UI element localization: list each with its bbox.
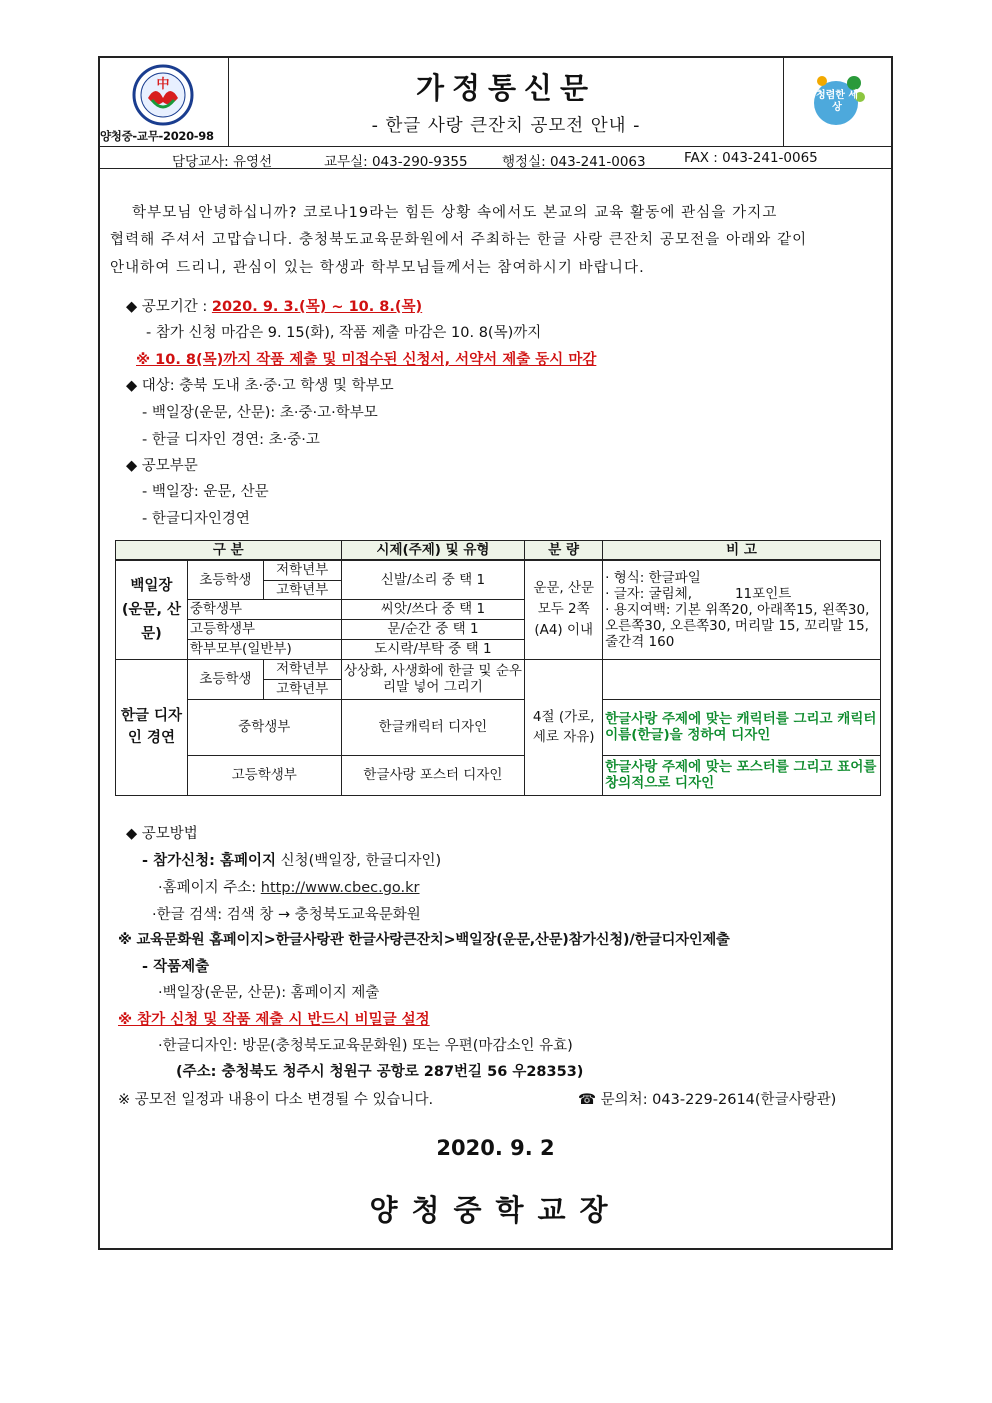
table-header-category: 구 분 <box>116 541 342 561</box>
design-amount: 4절 (가로, 세로 자유) <box>525 659 603 795</box>
design-elem-topic: 상상화, 사생화에 한글 및 순우리말 넣어 그리기 <box>341 659 525 699</box>
teacher-contact: 담당교사: 유영선 <box>172 154 273 170</box>
category-item-2: - 한글디자인경연 <box>142 511 250 527</box>
submit-label: - 작품제출 <box>142 959 210 975</box>
integrity-logo-text: 청렴한 세상 <box>815 90 859 113</box>
intro-line-1: 학부모님 안녕하십니까? 코로나19라는 힘든 상황 속에서도 본교의 교육 활동에 관심을 가지고 <box>132 205 778 221</box>
principal-signature: 양청중학교장 <box>369 1193 622 1227</box>
design-hs-note: 한글사랑 주제에 맞는 포스터를 그리고 표어를 창의적으로 디자인 <box>603 755 881 795</box>
page-subtitle: - 한글 사랑 큰잔치 공모전 안내 - <box>371 116 641 136</box>
search-line: ·한글 검색: 검색 창 → 충청북도교육문화원 <box>152 907 421 923</box>
intro-line-2: 협력해 주셔서 고맙습니다. 충청북도교육문화원에서 주최하는 한글 사랑 큰잔치 공모전을 아래와 같이 <box>110 232 808 248</box>
submit-line-2: ·한글디자인: 방문(충청북도교육문화원) 또는 우편(마감소인 유효) <box>158 1038 573 1054</box>
integrity-logo-cell <box>783 58 891 146</box>
baek-note-3: · 용지여백: 기본 위쪽20, 아래쪽15, 왼쪽30,오른쪽30, 오른쪽30, 머리말 15, 꼬리말 15, 줄간격 160 <box>605 601 870 650</box>
baek-high: 고학년부 <box>263 580 341 599</box>
letter-header <box>100 58 891 147</box>
baek-mid: 중학생부 <box>187 599 341 619</box>
period-line <box>126 295 422 316</box>
design-high: 고학년부 <box>263 679 341 699</box>
baek-hs-topic: 문/순간 중 택 1 <box>341 619 525 639</box>
baek-name: 백일장 (운문, 산문) <box>116 560 188 659</box>
category-label: ◆ 공모부문 <box>126 458 198 474</box>
baek-low: 저학년부 <box>263 560 341 580</box>
baek-note-1: · 형식: 한글파일 <box>605 569 701 586</box>
admin-phone: 행정실: 043-241-0063 <box>502 154 646 170</box>
design-name: 한글 디자인 경연 <box>116 659 188 795</box>
homepage-label: ·홈페이지 주소: <box>158 880 261 896</box>
apply-label: - 참가신청: 홈페이지 <box>142 853 276 869</box>
school-logo-cell <box>100 58 229 146</box>
target-item-2: - 한글 디자인 경연: 초·중·고 <box>142 432 320 448</box>
category-item-1: - 백일장: 운문, 산문 <box>142 484 269 500</box>
period-notice: ※ 10. 8(목)까지 작품 제출 및 미접수된 신청서, 서약서 제출 동시 마감 <box>136 352 597 368</box>
baek-mid-topic: 씨앗/쓰다 중 택 1 <box>341 599 525 619</box>
design-mid-note: 한글사랑 주제에 맞는 캐릭터를 그리고 캐릭터 이름(한글)을 정하여 디자인 <box>603 699 881 755</box>
design-elem: 초등학생 <box>187 659 263 699</box>
fax-number: FAX : 043-241-0065 <box>684 150 818 166</box>
contact-bar <box>100 148 891 169</box>
submit-line-1: ·백일장(운문, 산문): 홈페이지 제출 <box>158 985 380 1001</box>
school-emblem-icon <box>132 64 194 126</box>
homepage-line <box>158 876 420 897</box>
design-elem-note <box>603 659 881 699</box>
table-header-note: 비 고 <box>603 541 881 561</box>
design-hs-topic: 한글사랑 포스터 디자인 <box>341 755 525 795</box>
design-mid: 중학생부 <box>187 699 341 755</box>
baek-parent: 학부모부(일반부) <box>187 639 341 659</box>
baek-parent-topic: 도시락/부탁 중 택 1 <box>341 639 525 659</box>
inquiry-line: ☎ 문의처: 043-229-2614(한글사랑관) <box>578 1092 837 1108</box>
apply-rest: 신청(백일장, 한글디자인) <box>275 853 442 869</box>
design-mid-topic: 한글캐릭터 디자인 <box>341 699 525 755</box>
baek-elem-topic: 신발/소리 중 택 1 <box>341 560 525 599</box>
period-detail: - 참가 신청 마감은 9. 15(화), 작품 제출 마감은 10. 8(목)까지 <box>146 325 542 341</box>
baek-hs: 고등학생부 <box>187 619 341 639</box>
baek-amount: 운문, 산문 모두 2쪽(A4) 이내 <box>525 560 603 659</box>
design-low: 저학년부 <box>263 659 341 679</box>
apply-line <box>142 849 441 870</box>
logo-char: 中 <box>156 77 170 92</box>
target-item-1: - 백일장(운문, 산문): 초·중·고·학부모 <box>142 405 378 421</box>
baek-elem: 초등학생 <box>187 560 263 599</box>
period-value: 2020. 9. 3.(목) ~ 10. 8.(목) <box>211 299 423 315</box>
design-hs: 고등학생부 <box>187 755 341 795</box>
change-notice: ※ 공모전 일정과 내용이 다소 변경될 수 있습니다. <box>118 1092 434 1108</box>
method-label: ◆ 공모방법 <box>126 826 198 842</box>
document-number: 양청중-교무-2020-98 <box>100 129 214 143</box>
letter-frame <box>98 56 893 1250</box>
password-notice: ※ 참가 신청 및 작품 제출 시 반드시 비밀글 설정 <box>118 1012 430 1028</box>
address-line: (주소: 충청북도 청주시 청원구 공항로 287번길 56 우28353) <box>176 1064 584 1080</box>
page-title: 가정통신문 <box>415 71 597 105</box>
contest-table <box>115 540 881 796</box>
office-phone: 교무실: 043-290-9355 <box>324 154 468 170</box>
issue-date: 2020. 9. 2 <box>436 1136 555 1160</box>
baek-note <box>603 560 881 659</box>
path-line: ※ 교육문화원 홈페이지>한글사랑관 한글사랑큰잔치>백일장(운문,산문)참가신청)/한글디자인제출 <box>118 932 730 948</box>
target-label: ◆ 대상: 충북 도내 초·중·고 학생 및 학부모 <box>126 378 394 394</box>
baek-note-2: · 글자: 굴림체, 11포인트 <box>605 585 792 602</box>
table-header-topic: 시제(주제) 및 유형 <box>341 541 525 561</box>
homepage-link[interactable]: http://www.cbec.go.kr <box>260 880 420 896</box>
intro-line-3: 안내하여 드리니, 관심이 있는 학생과 학부모님들께서는 참여하시기 바랍니다. <box>110 260 645 276</box>
table-header-amount: 분 량 <box>525 541 603 561</box>
period-label: ◆ 공모기간 : <box>126 299 212 315</box>
